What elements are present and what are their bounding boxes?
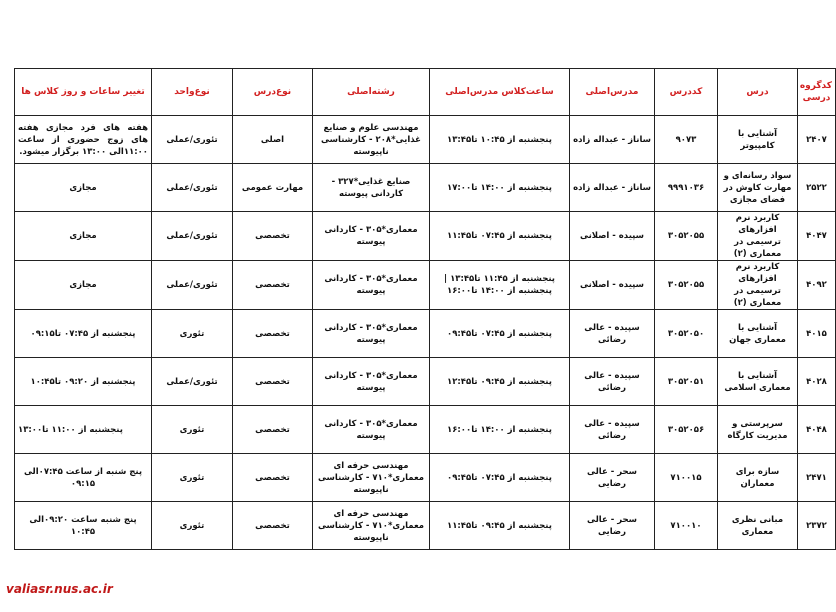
course-cell: کاربرد نرم افزارهای ترسیمی در معماری (۲) xyxy=(718,261,798,310)
course-type-cell: تخصصی xyxy=(233,310,313,358)
unit-type-cell: تئوری/عملی xyxy=(152,116,233,164)
course-type-cell: تخصصی xyxy=(233,502,313,550)
major-cell: معماری*۳۰۵ - کاردانی پیوسته xyxy=(313,310,430,358)
header-course-code: کددرس xyxy=(655,69,718,116)
table-row xyxy=(15,358,836,406)
group-code-cell: ۲۳۷۲ xyxy=(798,502,836,550)
group-code-cell: ۴۰۴۷ xyxy=(798,212,836,261)
group-code-cell: ۴۰۱۵ xyxy=(798,310,836,358)
table-row xyxy=(15,454,836,502)
time-line: پنجشنبه از ۱۴:۰۰ تا۱۶:۰۰ xyxy=(447,286,552,296)
course-code-cell: ۷۱۰۰۱۵ xyxy=(655,454,718,502)
course-code-cell: ۳۰۵۲۰۵۶ xyxy=(655,406,718,454)
time-cell: پنجشنبه از ۱۰:۴۵ تا۱۳:۴۵ xyxy=(430,116,570,164)
header-course: درس xyxy=(718,69,798,116)
unit-type-cell: تئوری/عملی xyxy=(152,212,233,261)
major-cell: معماری*۳۰۵ - کاردانی پیوسته xyxy=(313,406,430,454)
major-cell: صنایع غذایی*۳۲۷ - کاردانی پیوسته xyxy=(313,164,430,212)
header-instructor: مدرس‌اصلی xyxy=(570,69,655,116)
major-cell: مهندسی علوم و صنایع غذایی*۲۰۸ - کارشناسی ناپیوسته xyxy=(313,116,430,164)
time-cell: پنجشنبه از ۱۴:۰۰ تا۱۷:۰۰ xyxy=(430,164,570,212)
course-code-cell: ۷۱۰۰۱۰ xyxy=(655,502,718,550)
unit-type-cell: تئوری/عملی xyxy=(152,358,233,406)
unit-type-cell: تئوری xyxy=(152,454,233,502)
time-cell: پنجشنبه از ۰۷:۴۵ تا۰۹:۴۵ xyxy=(430,310,570,358)
course-cell: آشنایی با معماری اسلامی xyxy=(718,358,798,406)
course-type-cell: تخصصی xyxy=(233,261,313,310)
site-watermark: valiasr.nus.ac.ir xyxy=(6,582,113,596)
group-code-cell: ۲۵۲۲ xyxy=(798,164,836,212)
time-cell: پنجشنبه از ۰۹:۴۵ تا۱۱:۴۵ xyxy=(430,502,570,550)
course-cell: آشنایی با معماری جهان xyxy=(718,310,798,358)
header-unit-type: نوع‌واحد xyxy=(152,69,233,116)
instructor-cell: سپیده - عالی رضائی xyxy=(570,358,655,406)
instructor-cell: سحر - عالی رضایی xyxy=(570,502,655,550)
course-code-cell: ۳۰۵۲۰۵۰ xyxy=(655,310,718,358)
course-code-cell: ۳۰۵۲۰۵۱ xyxy=(655,358,718,406)
schedule-change-cell: مجازی xyxy=(15,212,152,261)
course-type-cell: اصلی xyxy=(233,116,313,164)
table-row xyxy=(15,116,836,164)
schedule-change-cell: مجازی xyxy=(15,261,152,310)
header-class-time: ساعت‌کلاس مدرس‌اصلی xyxy=(430,69,570,116)
major-cell: معماری*۳۰۵ - کاردانی پیوسته xyxy=(313,358,430,406)
course-type-cell: تخصصی xyxy=(233,454,313,502)
schedule-change-cell: پنجشنبه از ۰۷:۴۵ تا۰۹:۱۵ xyxy=(15,310,152,358)
schedule-change-cell: پنج شنبه ساعت ۰۹:۲۰الی ۱۰:۴۵ xyxy=(15,502,152,550)
schedule-change-cell: پنج شنبه از ساعت ۰۷:۴۵الی ۰۹:۱۵ xyxy=(15,454,152,502)
course-code-cell: ۹۹۹۱۰۳۶ xyxy=(655,164,718,212)
instructor-cell: سحر - عالی رضایی xyxy=(570,454,655,502)
schedule-change-cell: هفته های فرد مجازی هفته های زوج حضوری از ساعت ۱۱:۰۰الی ۱۳:۰۰ برگزار میشود. xyxy=(15,116,152,164)
major-cell: معماری*۳۰۵ - کاردانی پیوسته xyxy=(313,212,430,261)
time-cell xyxy=(430,261,570,310)
major-cell: مهندسی حرفه ای معماری*۷۱۰ - کارشناسی ناپیوسته xyxy=(313,454,430,502)
course-type-cell: تخصصی xyxy=(233,406,313,454)
major-cell: معماری*۳۰۵ - کاردانی پیوسته xyxy=(313,261,430,310)
instructor-cell: سپیده - عالی رضائی xyxy=(570,310,655,358)
table-row xyxy=(15,502,836,550)
course-cell: کاربرد نرم افزارهای ترسیمی در معماری (۲) xyxy=(718,212,798,261)
time-line: پنجشنبه از ۱۱:۴۵ تا۱۳:۴۵ | xyxy=(444,274,555,284)
table-row xyxy=(15,164,836,212)
table-row xyxy=(15,212,836,261)
table-row xyxy=(15,406,836,454)
header-schedule-change: تغییر ساعات و روز کلاس ها xyxy=(15,69,152,116)
time-cell: پنجشنبه از ۰۹:۴۵ تا۱۲:۴۵ xyxy=(430,358,570,406)
group-code-cell: ۴۰۹۲ xyxy=(798,261,836,310)
course-code-cell: ۹۰۷۳ xyxy=(655,116,718,164)
course-code-cell: ۳۰۵۲۰۵۵ xyxy=(655,212,718,261)
group-code-cell: ۲۴۷۱ xyxy=(798,454,836,502)
schedule-table xyxy=(14,68,836,550)
time-cell: پنجشنبه از ۰۷:۴۵ تا۰۹:۴۵ xyxy=(430,454,570,502)
instructor-cell: ساناز - عبداله زاده xyxy=(570,164,655,212)
time-cell: پنجشنبه از ۱۴:۰۰ تا۱۶:۰۰ xyxy=(430,406,570,454)
course-cell: سواد رسانه‌ای و مهارت کاوش در فضای مجازی xyxy=(718,164,798,212)
unit-type-cell: تئوری/عملی xyxy=(152,261,233,310)
unit-type-cell: تئوری xyxy=(152,406,233,454)
course-type-cell: تخصصی xyxy=(233,212,313,261)
group-code-cell: ۴۰۲۸ xyxy=(798,358,836,406)
schedule-change-cell: پنجشنبه از ۱۱:۰۰ تا۱۳:۰۰ xyxy=(15,406,152,454)
instructor-cell: سپیده - اصلانی xyxy=(570,261,655,310)
course-type-cell: مهارت عمومی xyxy=(233,164,313,212)
table-row xyxy=(15,310,836,358)
instructor-cell: ساناز - عبداله زاده xyxy=(570,116,655,164)
schedule-change-cell: مجازی xyxy=(15,164,152,212)
time-cell: پنجشنبه از ۰۷:۴۵ تا۱۱:۴۵ xyxy=(430,212,570,261)
instructor-cell: سپیده - عالی رضائی xyxy=(570,406,655,454)
unit-type-cell: تئوری xyxy=(152,502,233,550)
group-code-cell: ۴۰۴۸ xyxy=(798,406,836,454)
schedule-change-cell: پنجشنبه از ۰۹:۲۰ تا۱۰:۴۵ xyxy=(15,358,152,406)
unit-type-cell: تئوری xyxy=(152,310,233,358)
header-major: رشته‌اصلی xyxy=(313,69,430,116)
table-row xyxy=(15,261,836,310)
unit-type-cell: تئوری/عملی xyxy=(152,164,233,212)
header-group-code: کدگروه درسی xyxy=(798,69,836,116)
course-cell: مبانی نظری معماری xyxy=(718,502,798,550)
header-course-type: نوع‌درس xyxy=(233,69,313,116)
major-cell: مهندسی حرفه ای معماری*۷۱۰ - کارشناسی ناپیوسته xyxy=(313,502,430,550)
header-row xyxy=(15,69,836,116)
course-cell: آشنایی با کامپیوتر xyxy=(718,116,798,164)
course-cell: سرپرستی و مدیریت کارگاه xyxy=(718,406,798,454)
course-type-cell: تخصصی xyxy=(233,358,313,406)
group-code-cell: ۲۴۰۷ xyxy=(798,116,836,164)
course-code-cell: ۳۰۵۲۰۵۵ xyxy=(655,261,718,310)
course-cell: سازه برای معماران xyxy=(718,454,798,502)
instructor-cell: سپیده - اصلانی xyxy=(570,212,655,261)
